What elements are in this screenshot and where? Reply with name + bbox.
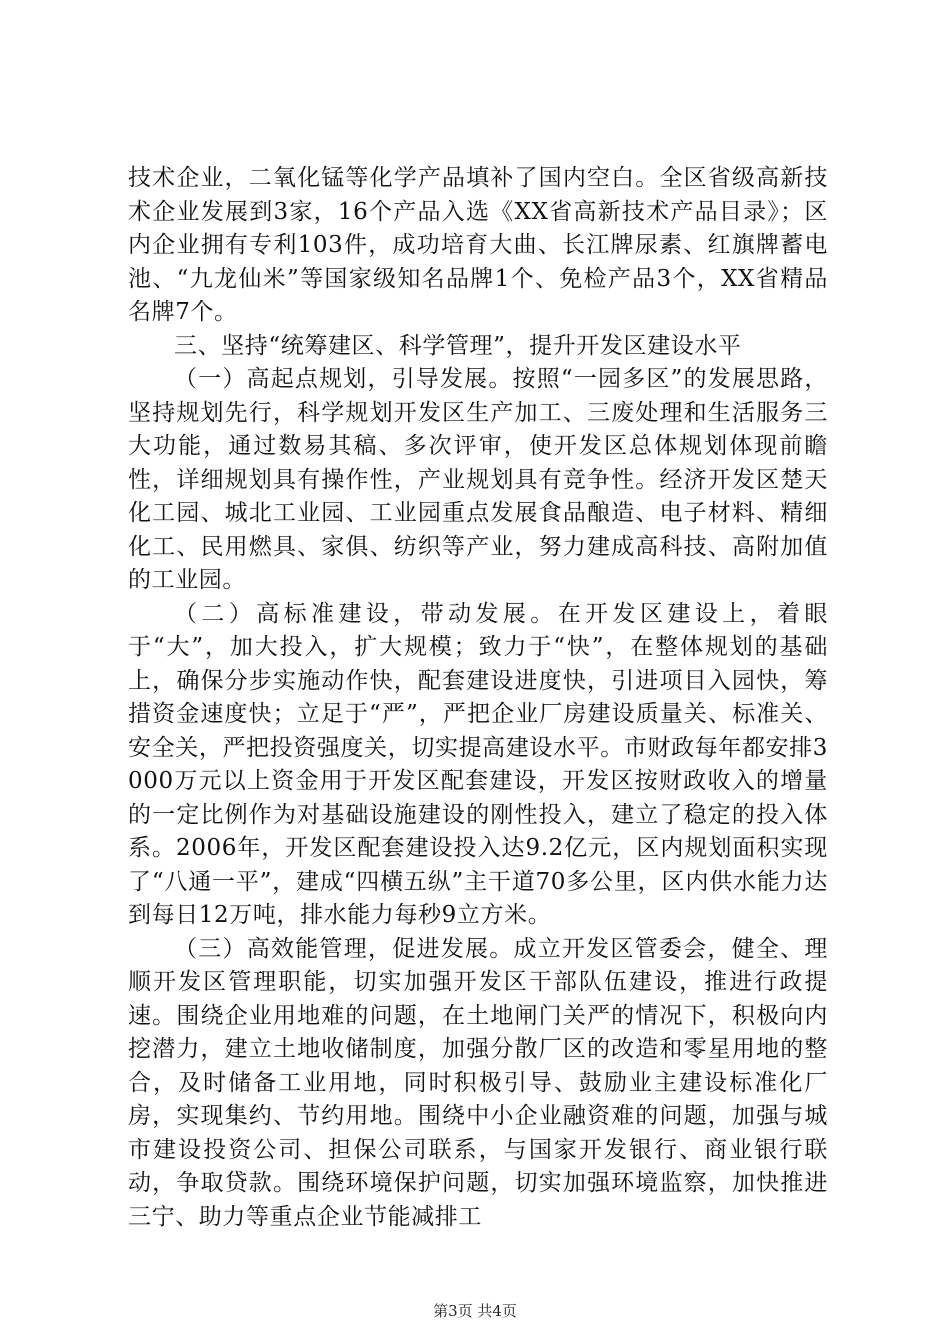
page-number-footer: 第3页 共4页	[433, 1302, 517, 1320]
paragraph-management: （三）高效能管理，促进发展。成立开发区管委会，健全、理顺开发区管理职能，切实加强开发区干部队伍建设，推进行政提速。围绕企业用地难的问题，在土地闸门关严的情况下，积极向内挖潜力，建立土地收储制度，加强分散厂区的改造和零星用地的整合，及时储备工业用地，同时积极引导、鼓励业主建设标准化厂房，实现集约、节约用地。围绕中小企业融资难的问题，加强与城市建设投资公司、担保公司联系，与国家开发银行、商业银行联动，争取贷款。围绕环境保护问题，切实加强环境监察，加快推进三宁、助力等重点企业节能减排工	[128, 935, 828, 1230]
section-heading: 三、坚持“统筹建区、科学管理”，提升开发区建设水平	[174, 332, 742, 359]
document-body	[128, 162, 828, 1234]
paragraph-continuation: 技术企业，二氧化锰等化学产品填补了国内空白。全区省级高新技术企业发展到3家，16个产品入选《XX省高新技术产品目录》；区内企业拥有专利103件，成功培育大曲、长江牌尿素、红旗牌蓄电池、“九龙仙米”等国家级知名品牌1个、免检产品3个，XX省精品名牌7个。	[128, 165, 828, 325]
paragraph-planning: （一）高起点规划，引导发展。按照“一园多区”的发展思路，坚持规划先行，科学规划开发区生产加工、三废处理和生活服务三大功能，通过数易其稿、多次评审，使开发区总体规划体现前瞻性，详细规划具有操作性，产业规划具有竞争性。经济开发区楚天化工园、城北工业园、工业园重点发展食品酿造、电子材料、精细化工、民用燃具、家俱、纺织等产业，努力建成高科技、高附加值的工业园。	[128, 366, 828, 593]
paragraph-construction: （二）高标准建设，带动发展。在开发区建设上，着眼于“大”，加大投入，扩大规模；致力于“快”，在整体规划的基础上，确保分步实施动作快，配套建设进度快，引进项目入园快，筹措资金速度快；立足于“严”，严把企业厂房建设质量关、标准关、安全关，严把投资强度关，切实提高建设水平。市财政每年都安排3000万元以上资金用于开发区配套建设，开发区按财政收入的增量的一定比例作为对基础设施建设的刚性投入，建立了稳定的投入体系。2006年，开发区配套建设投入达9.2亿元，区内规划面积实现了“八通一平”，建成“四横五纵”主干道70多公里，区内供水能力达到每日12万吨，排水能力每秒9立方米。	[128, 600, 828, 928]
